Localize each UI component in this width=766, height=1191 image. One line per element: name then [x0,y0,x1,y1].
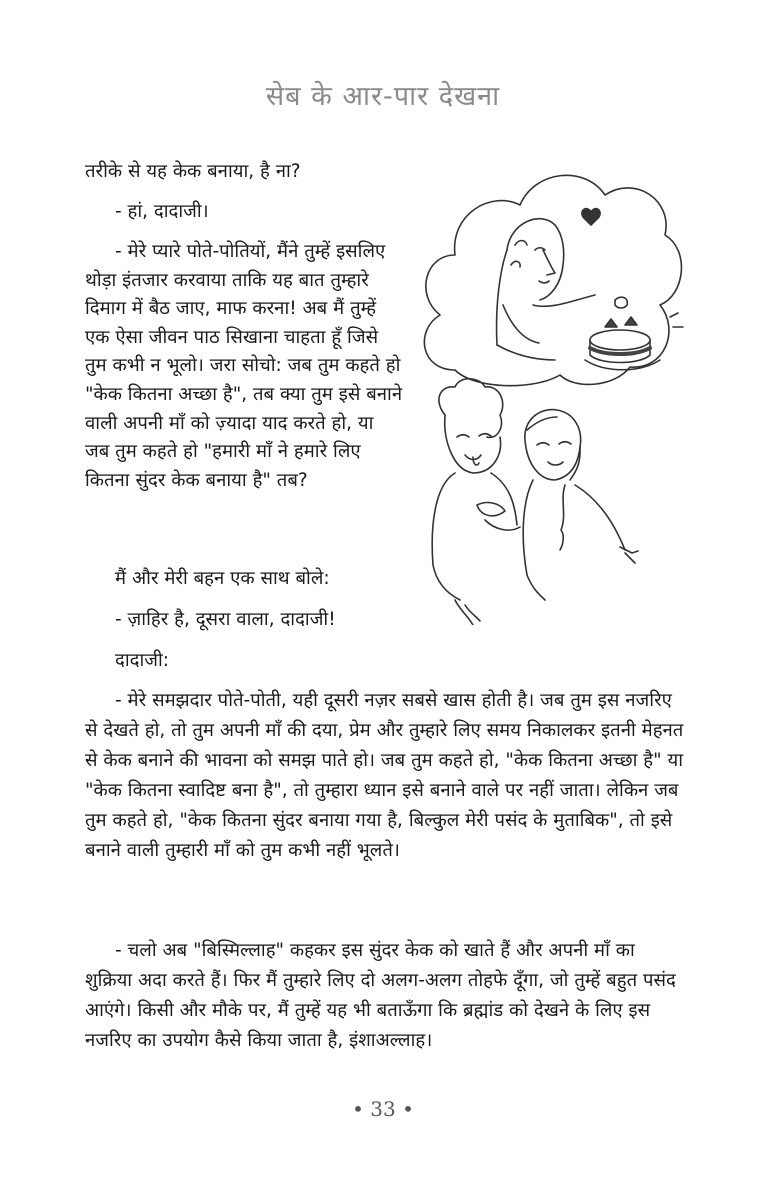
page-number: • 33 • [352,1097,414,1121]
paragraph-4: मैं और मेरी बहन एक साथ बोले: [115,568,330,589]
paragraph-5: - ज़ाहिर है, दूसरा वाला, दादाजी! [115,609,336,630]
paragraph-7: - मेरे समझदार पोते-पोती, यही दूसरी नज़र सबसे खास होती है। जब तुम इस नजरिए से देखते हो, तो तुम अपनी माँ की दया, प्रेम और तुम्हारे लिए समय निकालकर इतनी मेहनत से केक बनाने की भावना को समझ पाते हो। जब तुम कहते हो, "केक कितना अच्छा है" या "केक कितना स्वादिष्ट बना है", तो तुम्हारा ध्यान इसे बनाने वाले पर नहीं जाता। लेकिन जब तुम कहते हो, "केक कितना सुंदर बनाया गया है, बिल्कुल मेरी पसंद के मुताबिक", तो इसे बनाने वाली तुम्हारी माँ को तुम कभी नहीं भूलते। [85,690,684,861]
page-title: सेब के आर-पार देखना [265,81,501,112]
paragraph-8: - चलो अब "बिस्मिल्लाह" कहकर इस सुंदर केक को खाते हैं और अपनी माँ का शुक्रिया अदा करते हैं। फिर मैं तुम्हारे लिए दो अलग-अलग तोहफे दूँगा, जो तुम्हें बहुत पसंद आएंगे। किसी और मौके पर, मैं तुम्हें यह भी बताऊँगा कि ब्रह्मांड को देखने के लिए इस नजरिए का उपयोग कैसे किया जाता है, इंशाअल्लाह। [85,940,676,1051]
heart-icon [582,209,600,225]
illustration [415,155,685,625]
paragraph-6: दादाजी: [115,650,169,671]
thought-cloud [424,175,681,385]
paragraph-3: - मेरे प्यारे पोते-पोतियों, मैंने तुम्हें इसलिए थोड़ा इंतजार करवाया ताकि यह बात तुम्हारे दिमाग में बैठ जाए, माफ करना! अब मैं तुम्हें एक ऐसा जीवन पाठ सिखाना चाहता हूँ जिसे तुम कभी न भूलो। जरा सोचो: जब तुम कहते हो "केक कितना अच्छा है", तब क्या तुम इसे बनाने वाली अपनी माँ को ज़्यादा याद करते हो, या जब तुम कहते हो "हमारी माँ ने हमारे लिए कितना सुंदर केक बनाया है" तब? [85,241,403,491]
girl-figure [523,410,638,600]
paragraph-2: - हां, दादाजी। [115,201,209,222]
mother-figure [497,219,595,360]
boy-figure [432,379,520,625]
paragraph-1: तरीके से यह केक बनाया, है ना? [85,161,301,182]
